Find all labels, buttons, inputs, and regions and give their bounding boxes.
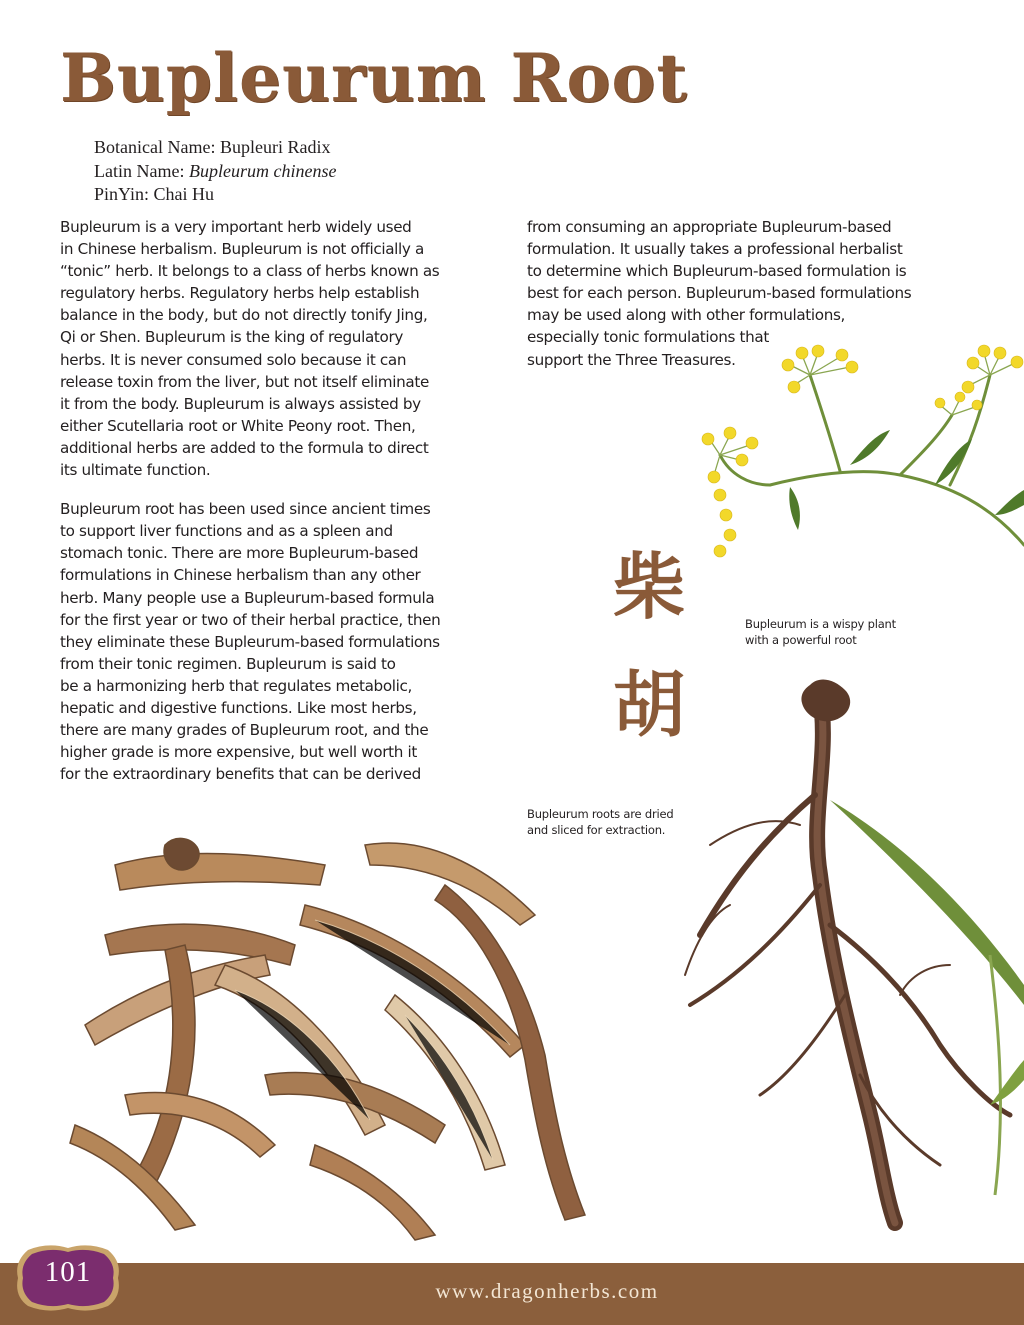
text-line: be a harmonizing herb that regulates metabolic, [60, 676, 413, 695]
hanzi-hu: 胡 [612, 662, 685, 747]
text-line: in Chinese herbalism. Bupleurum is not officially a [60, 240, 424, 259]
text-line: may be used along with other formulations, [527, 306, 846, 325]
text-line: balance in the body, but do not directly tonify Jing, [60, 306, 428, 325]
text-line: it from the body. Bupleurum is always assisted by [60, 394, 421, 413]
text-line: there are many grades of Bupleurum root, and the [60, 721, 429, 740]
text-line: Bupleurum is a very important herb widely used [60, 218, 412, 236]
bupleurum-flower-illustration [690, 335, 1024, 595]
text-line: herbs. It is never consumed solo because it can [60, 350, 407, 369]
text-line: from their tonic regimen. Bupleurum is said to [60, 654, 396, 673]
text-line: Bupleurum root has been used since ancient times [60, 500, 431, 519]
page-title: Bupleurum Root [60, 39, 688, 117]
text-line: formulations in Chinese herbalism than any other [60, 566, 421, 585]
page-number: 101 [44, 1256, 92, 1288]
hanzi-chai: 柴 [612, 544, 685, 629]
latin-name-label: Latin Name: [94, 160, 189, 181]
text-line: to determine which Bupleurum-based formulation is [527, 262, 907, 281]
paragraph-2 [60, 498, 480, 785]
text-line: formulation. It usually takes a professional herbalist [527, 240, 903, 259]
caption-line: and sliced for extraction. [527, 823, 666, 837]
text-line: herb. Many people use a Bupleurum-based formula [60, 588, 435, 607]
dried-roots-illustration [65, 825, 595, 1245]
caption-line: Bupleurum is a wispy plant [745, 617, 896, 631]
body-column-left [60, 216, 480, 785]
text-line: its ultimate function. [60, 461, 211, 480]
footer-url: www.dragonherbs.com [435, 1279, 659, 1303]
text-line: Qi or Shen. Bupleurum is the king of regulatory [60, 328, 403, 347]
text-line: for the extraordinary benefits that can be derived [60, 765, 421, 784]
text-line: for the first year or two of their herbal practice, then [60, 610, 441, 629]
text-line: release toxin from the liver, but not itself eliminate [60, 372, 429, 391]
text-line: best for each person. Bupleurum-based formulations [527, 284, 912, 303]
latin-name: Bupleurum chinense [188, 160, 337, 181]
botanical-name: Botanical Name: Bupleuri Radix [94, 137, 331, 157]
text-line: they eliminate these Bupleurum-based formulations [60, 632, 440, 651]
text-line: “tonic” herb. It belongs to a class of herbs known as [60, 262, 440, 281]
plant-caption [745, 616, 925, 648]
text-line: especially tonic formulations that [527, 328, 769, 347]
text-line: stomach tonic. There are more Bupleurum-based [60, 544, 419, 563]
text-line: hepatic and digestive functions. Like most herbs, [60, 698, 417, 717]
text-line: additional herbs are added to the formula to direct [60, 438, 429, 457]
pinyin-name: PinYin: Chai Hu [94, 184, 215, 204]
latin-name-row [94, 160, 336, 184]
caption-line: Bupleurum roots are dried [527, 807, 674, 821]
text-line: higher grade is more expensive, but well worth it [60, 743, 417, 762]
text-line: from consuming an appropriate Bupleurum-based [527, 218, 892, 236]
text-line: support the Three Treasures. [527, 350, 736, 369]
text-line: to support liver functions and as a spleen and [60, 522, 393, 541]
herb-names [94, 136, 336, 207]
paragraph-1 [60, 216, 480, 481]
fresh-root-illustration [670, 675, 1024, 1235]
text-line: regulatory herbs. Regulatory herbs help establish [60, 284, 420, 303]
caption-line: with a powerful root [745, 633, 857, 647]
text-line: either Scutellaria root or White Peony root. Then, [60, 416, 416, 435]
